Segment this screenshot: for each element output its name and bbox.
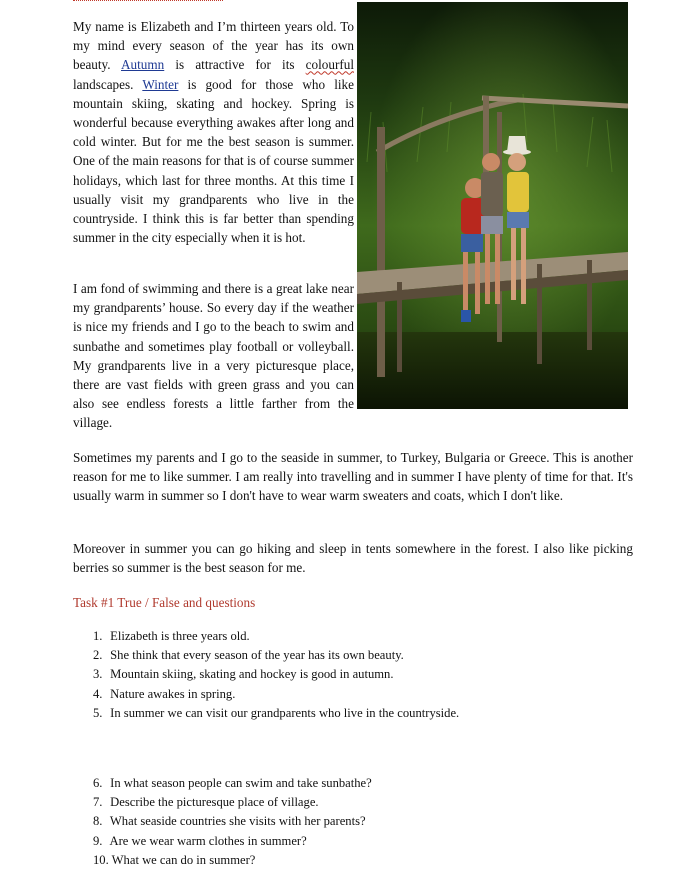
text-run: is attractive for its bbox=[164, 57, 306, 73]
item-number: 9. bbox=[93, 833, 103, 848]
text-run: landscapes. bbox=[73, 76, 143, 92]
item-number: 6. bbox=[93, 776, 103, 790]
list-item bbox=[93, 832, 372, 851]
item-number: 2. bbox=[93, 648, 103, 663]
item-text: Describe the picturesque place of village. bbox=[110, 795, 319, 810]
task-title: Task #1 True / False and questions bbox=[73, 595, 256, 610]
list-item bbox=[93, 685, 459, 704]
item-number: 1. bbox=[93, 629, 103, 643]
item-text: In what season people can swim and take sunbathe? bbox=[110, 776, 372, 790]
item-text: Elizabeth is three years old. bbox=[110, 629, 250, 643]
link-winter[interactable]: Winter bbox=[142, 76, 179, 92]
item-text: She think that every season of the year has its own beauty. bbox=[110, 648, 404, 663]
item-number: 3. bbox=[93, 667, 103, 682]
item-text: Nature awakes in spring. bbox=[110, 686, 236, 701]
item-text: Mountain skiing, skating and hockey is good in autumn. bbox=[110, 667, 394, 682]
paragraph-swimming: I am fond of swimming and there is a great lake near my grandparents’ house. So every day if the weather is nice my friends and I go to the beach to swim and sunbathe and sometimes play football or volleyball. My grandparents live in a very picturesque place, there are vast fields with green grass and you can also see endless forests a little farther from the village. bbox=[73, 281, 354, 431]
paragraph-seaside: Sometimes my parents and I go to the seaside in summer, to Turkey, Bulgaria or Greece. This is another reason for me to like summer. I am really into travelling and in summer I have plenty of time for that. It's usually warm in summer so I don't have to wear warm sweaters and coats, which I don't like. bbox=[73, 450, 633, 504]
item-number: 10. bbox=[93, 852, 109, 867]
list-item bbox=[93, 665, 459, 684]
list-item bbox=[93, 704, 459, 723]
text-run: My name is Elizabeth and I’m thirteen years old. To my mind every season of the year has its own beauty. bbox=[73, 19, 354, 73]
item-number: 7. bbox=[93, 795, 103, 810]
question-list bbox=[93, 774, 372, 870]
list-item bbox=[93, 627, 459, 646]
list-item bbox=[93, 774, 372, 793]
list-item bbox=[93, 851, 372, 870]
children-on-pier-photo bbox=[357, 2, 628, 409]
top-decorative-line bbox=[73, 0, 223, 5]
statement-list bbox=[93, 627, 459, 723]
spellcheck-word-colourful: colourful bbox=[305, 57, 354, 73]
item-number: 8. bbox=[93, 814, 103, 829]
paragraph-hiking: Moreover in summer you can go hiking and sleep in tents somewhere in the forest. I also like picking berries so summer is the best season for me. bbox=[73, 541, 633, 576]
item-text: What we can do in summer? bbox=[111, 852, 256, 867]
list-item bbox=[93, 793, 372, 812]
list-item bbox=[93, 646, 459, 665]
item-number: 4. bbox=[93, 686, 103, 701]
list-item bbox=[93, 812, 372, 831]
item-text: In summer we can visit our grandparents who live in the countryside. bbox=[110, 705, 460, 720]
paragraph-intro bbox=[73, 17, 354, 247]
item-text: Are we wear warm clothes in summer? bbox=[109, 833, 307, 848]
item-number: 5. bbox=[93, 705, 103, 720]
item-text: What seaside countries she visits with her parents? bbox=[109, 814, 366, 829]
link-autumn[interactable]: Autumn bbox=[121, 57, 165, 73]
text-run: is good for those who like mountain skiing, skating and hockey. Spring is wonderful because everything awakes after long and cold winter. But for me the best season is summer. One of the main reasons for that is of course summer holidays, which last for three months. At this time I usually visit my grandparents who live in the countryside. I think this is far better than spending summer in the city especially when it is hot. bbox=[73, 76, 354, 246]
